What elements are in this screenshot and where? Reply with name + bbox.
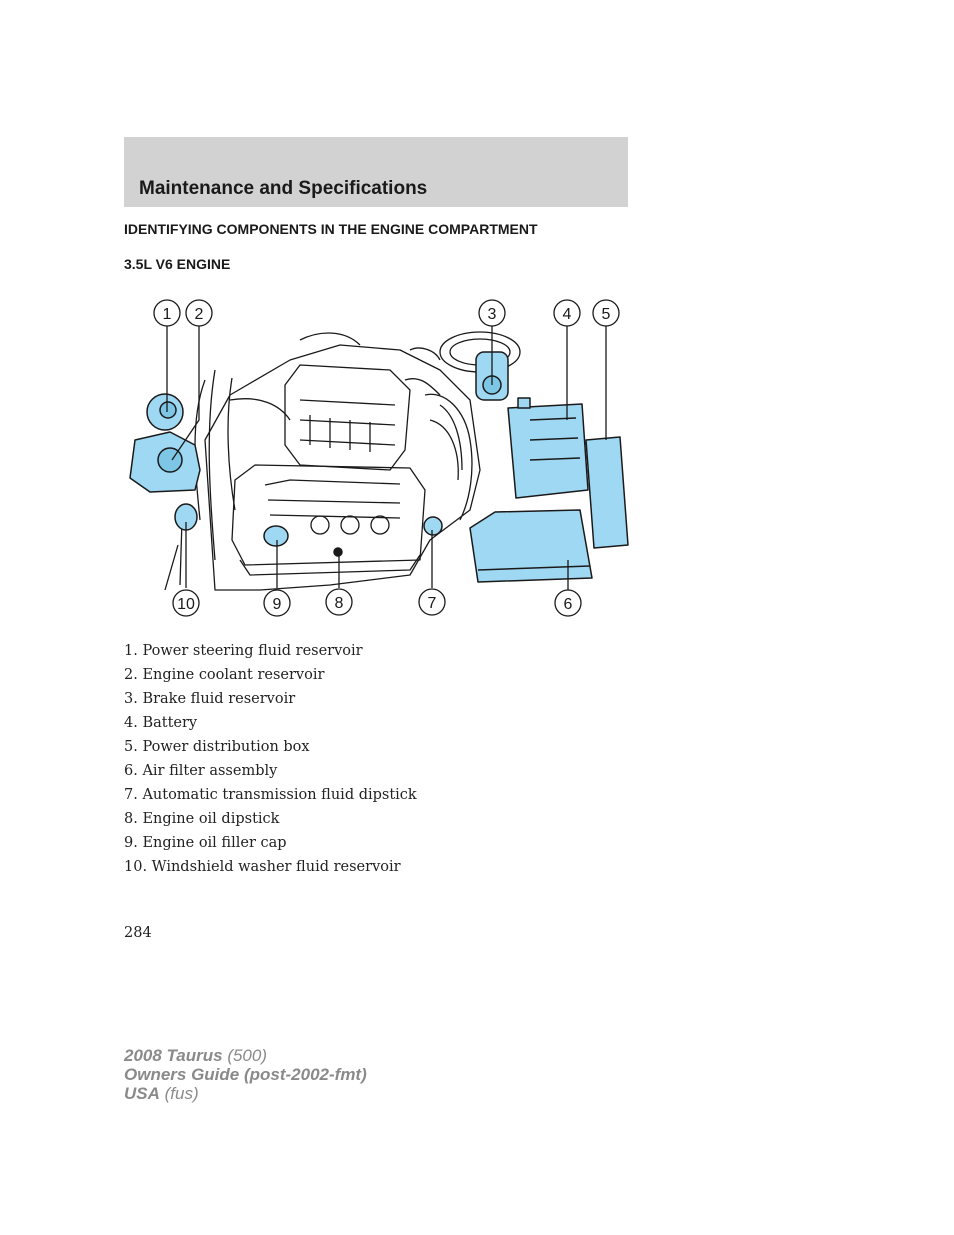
callout-label-8: 8 bbox=[334, 595, 344, 612]
document-footer bbox=[124, 1046, 367, 1103]
air-filter-assembly bbox=[470, 510, 592, 582]
callout-label-3: 3 bbox=[487, 306, 497, 323]
legend-item: 5. Power distribution box bbox=[124, 739, 310, 755]
footer-guide: Owners Guide (post-2002-fmt) bbox=[124, 1065, 367, 1084]
legend-item: 10. Windshield washer fluid reservoir bbox=[124, 859, 401, 875]
callout-label-1: 1 bbox=[162, 306, 172, 323]
oil-dipstick bbox=[334, 548, 342, 556]
callout-label-7: 7 bbox=[427, 595, 437, 612]
callout-label-9: 9 bbox=[272, 596, 282, 613]
air-intake-tube bbox=[425, 394, 472, 520]
power-distribution-box bbox=[586, 437, 628, 548]
legend-item: 7. Automatic transmission fluid dipstick bbox=[124, 787, 417, 803]
callout-label-5: 5 bbox=[601, 306, 611, 323]
legend-item: 1. Power steering fluid reservoir bbox=[124, 643, 363, 659]
page-heading: IDENTIFYING COMPONENTS IN THE ENGINE COMPARTMENT bbox=[124, 221, 538, 237]
legend-item: 8. Engine oil dipstick bbox=[124, 811, 280, 827]
callout-label-2: 2 bbox=[194, 306, 204, 323]
footer-market-code: (fus) bbox=[159, 1084, 199, 1103]
legend-item: 6. Air filter assembly bbox=[124, 763, 278, 779]
engine-subheading: 3.5L V6 ENGINE bbox=[124, 256, 231, 272]
legend-item: 3. Brake fluid reservoir bbox=[124, 691, 296, 707]
footer-model: 2008 Taurus bbox=[124, 1046, 223, 1065]
transmission-dipstick bbox=[424, 517, 442, 535]
footer-market: USA bbox=[124, 1084, 160, 1103]
component-legend bbox=[124, 640, 417, 880]
hoses bbox=[195, 370, 235, 560]
callout-label-4: 4 bbox=[562, 306, 572, 323]
legend-item: 2. Engine coolant reservoir bbox=[124, 667, 325, 683]
engine-compartment-diagram bbox=[124, 290, 634, 620]
section-title: Maintenance and Specifications bbox=[139, 178, 428, 199]
footer-model-code: (500) bbox=[222, 1046, 268, 1065]
oil-filler-cap bbox=[264, 526, 288, 546]
callout-label-10: 10 bbox=[177, 596, 195, 613]
page-number: 284 bbox=[124, 925, 152, 941]
valve-cover bbox=[232, 465, 425, 565]
intake-manifold bbox=[285, 365, 410, 470]
legend-item: 9. Engine oil filler cap bbox=[124, 835, 287, 851]
callout-label-6: 6 bbox=[563, 596, 573, 613]
legend-item: 4. Battery bbox=[124, 715, 198, 731]
